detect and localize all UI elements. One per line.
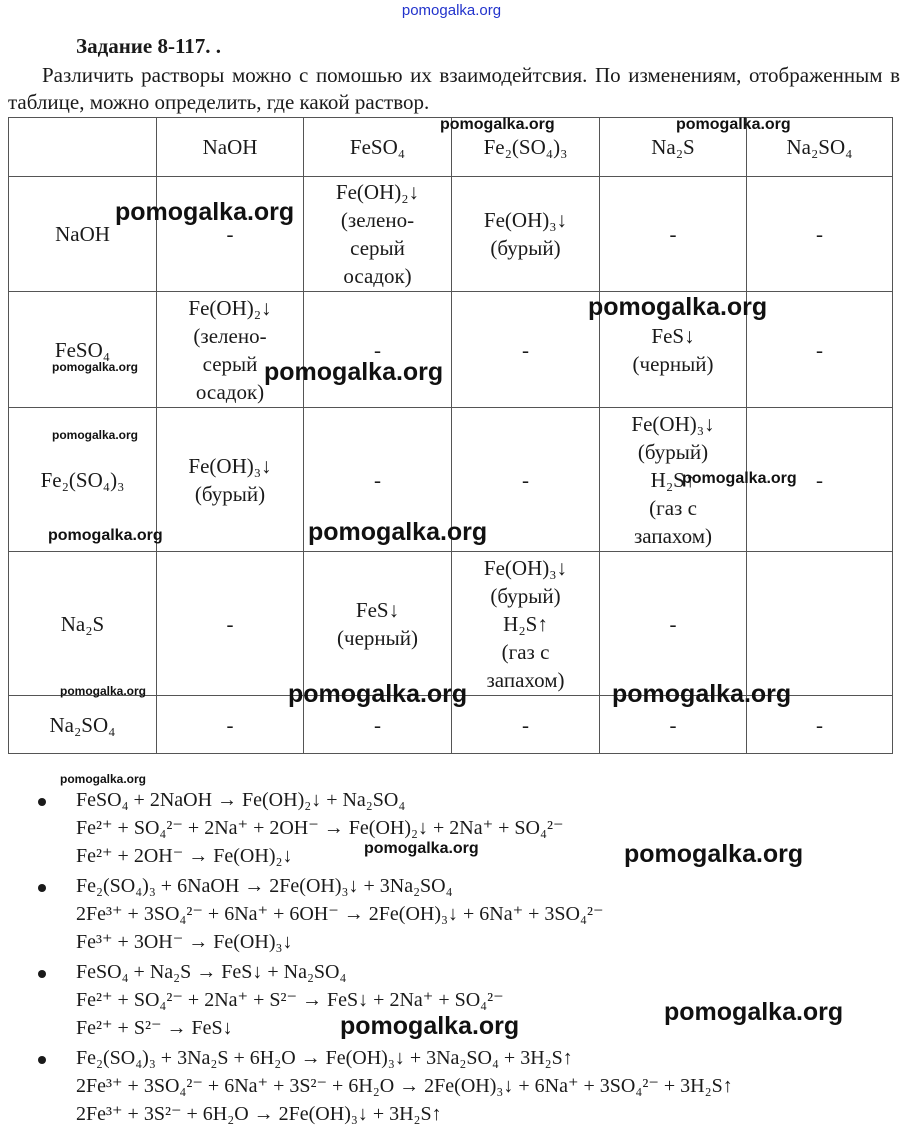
table-cell — [304, 552, 452, 696]
cell-text: - — [226, 712, 234, 737]
reaction-list — [38, 786, 733, 1130]
cell-text: (зелено- — [193, 323, 267, 348]
watermark: pomogalka.org — [52, 428, 139, 442]
cell-text: H₂S↑ — [650, 467, 696, 492]
watermark: pomogalka.org — [115, 198, 295, 226]
cell-text: FeS↓ — [651, 323, 695, 348]
equation: 2Fe³⁺ + 3SO₄²⁻ + 6Na⁺ + 6OH⁻ → 2Fe(OH)₃↓ + 6Na⁺ + 3SO₄²⁻ — [76, 903, 604, 925]
cell-text: запахом) — [486, 667, 565, 692]
equation: 2Fe³⁺ + 3S²⁻ + 6H₂O → 2Fe(OH)₃↓ + 3H₂S↑ — [76, 1103, 442, 1125]
bullet-icon — [38, 1056, 46, 1064]
cell-text: - — [374, 712, 381, 737]
bullet-icon — [38, 884, 46, 892]
cell-text: - — [816, 467, 823, 492]
cell-text: - — [816, 337, 823, 362]
cell-text: осадок) — [195, 379, 265, 404]
column-header: NaOH — [157, 118, 304, 177]
table-cell — [747, 177, 893, 292]
equation: Fe₂(SO₄)₃ + 6NaOH → 2Fe(OH)₃↓ + 3Na₂SO₄ — [76, 875, 453, 897]
equation: Fe²⁺ + SO₄²⁻ + 2Na⁺ + S²⁻ → FeS↓ + 2Na⁺ + SO₄²⁻ — [76, 989, 504, 1011]
row-header: NaOH — [9, 177, 157, 292]
watermark: pomogalka.org — [612, 680, 792, 708]
table-row — [9, 552, 893, 696]
cell-text: (бурый) — [194, 481, 266, 506]
cell-text: (зелено- — [340, 208, 415, 232]
table-cell — [600, 552, 747, 696]
cell-text: (бурый) — [637, 439, 709, 464]
table-cell — [157, 408, 304, 552]
cell-text: - — [669, 712, 677, 737]
reaction-item — [38, 1044, 733, 1128]
row-header: Fe₂(SO₄)₃ — [9, 408, 157, 552]
column-header: Fe₂(SO₄)₃ — [452, 118, 600, 177]
watermark: pomogalka.org — [676, 116, 791, 133]
table-cell — [452, 177, 600, 292]
cell-text: - — [816, 222, 823, 246]
cell-text: серый — [202, 351, 258, 376]
cell-text: (черный) — [337, 625, 418, 650]
watermark: pomogalka.org — [308, 518, 488, 546]
watermark: pomogalka.org — [440, 116, 555, 133]
table-cell — [157, 696, 304, 754]
bullet-icon — [38, 970, 46, 978]
table-cell — [157, 292, 304, 408]
table-cell — [304, 177, 452, 292]
cell-text: Fe(OH)₃↓ — [188, 453, 272, 478]
table-cell — [747, 292, 893, 408]
cell-text: (бурый) — [490, 236, 561, 260]
cell-text: запахом) — [634, 523, 712, 548]
site-link[interactable]: pomogalka.org — [401, 2, 502, 19]
table-cell — [600, 177, 747, 292]
cell-text: - — [816, 712, 823, 737]
reaction-item — [38, 872, 733, 956]
cell-text: - — [669, 611, 677, 636]
table-cell — [157, 177, 304, 292]
column-header — [9, 118, 157, 177]
watermark: pomogalka.org — [288, 680, 468, 708]
column-header: Na₂SO₄ — [747, 118, 893, 177]
column-header: FeSO₄ — [304, 118, 452, 177]
row-header: FeSO₄ — [9, 292, 157, 408]
watermark: pomogalka.org — [682, 470, 797, 487]
cell-text: Fe(OH)₃↓ — [631, 411, 715, 436]
watermark: pomogalka.org — [60, 772, 147, 786]
cell-text: Fe(OH)₃↓ — [483, 208, 568, 232]
equation: Fe₂(SO₄)₃ + 3Na₂S + 6H₂O → Fe(OH)₃↓ + 3Na₂SO₄ + 3H₂S↑ — [76, 1047, 573, 1069]
cell-text: - — [226, 222, 234, 246]
cell-text: (бурый) — [490, 583, 561, 608]
cell-text: - — [522, 337, 529, 362]
watermark: pomogalka.org — [52, 360, 139, 374]
table-cell — [304, 292, 452, 408]
watermark: pomogalka.org — [60, 684, 147, 698]
table-cell — [157, 552, 304, 696]
watermark: pomogalka.org — [340, 1012, 520, 1040]
cell-text: FeS↓ — [355, 597, 400, 622]
watermark: pomogalka.org — [624, 840, 804, 868]
cell-text: - — [522, 467, 529, 492]
table-cell — [452, 552, 600, 696]
cell-text: Fe(OH)₃↓ — [483, 555, 568, 580]
watermark: pomogalka.org — [264, 358, 444, 386]
cell-text: - — [226, 611, 234, 636]
row-header: Na₂S — [9, 552, 157, 696]
equation: FeSO₄ + Na₂S → FeS↓ + Na₂SO₄ — [76, 961, 347, 983]
equation: Fe³⁺ + 3OH⁻ → Fe(OH)₃↓ — [76, 931, 293, 953]
table-cell — [452, 696, 600, 754]
equation: Fe²⁺ + SO₄²⁻ + 2Na⁺ + 2OH⁻ → Fe(OH)₂↓ + 2Na⁺ + SO₄²⁻ — [76, 817, 564, 839]
cell-text: Fe(OH)₂↓ — [188, 295, 272, 320]
cell-text: - — [374, 467, 381, 492]
watermark: pomogalka.org — [364, 840, 479, 857]
task-intro: Различить растворы можно с помошью их взаимодейтсвия. По изменениям, отображенным в таблице, можно определить, где какой раствор. — [8, 63, 900, 114]
watermark: pomogalka.org — [664, 998, 844, 1026]
bullet-icon — [38, 798, 46, 806]
equation: Fe²⁺ + 2OH⁻ → Fe(OH)₂↓ — [76, 845, 293, 867]
column-header: Na₂S — [600, 118, 747, 177]
cell-text: (черный) — [632, 351, 714, 376]
table-row — [9, 177, 893, 292]
table-cell — [747, 552, 893, 696]
cell-text: - — [669, 222, 677, 246]
watermark: pomogalka.org — [588, 293, 768, 321]
cell-text: - — [522, 712, 529, 737]
watermark: pomogalka.org — [48, 527, 163, 544]
cell-text: серый — [350, 236, 405, 260]
cell-text: H₂S↑ — [503, 611, 548, 636]
equation: Fe²⁺ + S²⁻ → FeS↓ — [76, 1017, 233, 1039]
cell-text: Fe(OH)₂↓ — [335, 180, 420, 204]
cell-text: (газ с — [501, 639, 550, 664]
equation: 2Fe³⁺ + 3SO₄²⁻ + 6Na⁺ + 3S²⁻ + 6H₂O → 2Fe(OH)₃↓ + 6Na⁺ + 3SO₄²⁻ + 3H₂S↑ — [76, 1075, 733, 1097]
cell-text: осадок) — [343, 264, 412, 288]
row-header: Na₂SO₄ — [9, 696, 157, 754]
table-cell — [452, 292, 600, 408]
cell-text: (газ с — [649, 495, 697, 520]
cell-text: - — [374, 337, 381, 362]
task-title: Задание 8-117. . — [76, 34, 222, 58]
equation: FeSO₄ + 2NaOH → Fe(OH)₂↓ + Na₂SO₄ — [76, 789, 406, 811]
